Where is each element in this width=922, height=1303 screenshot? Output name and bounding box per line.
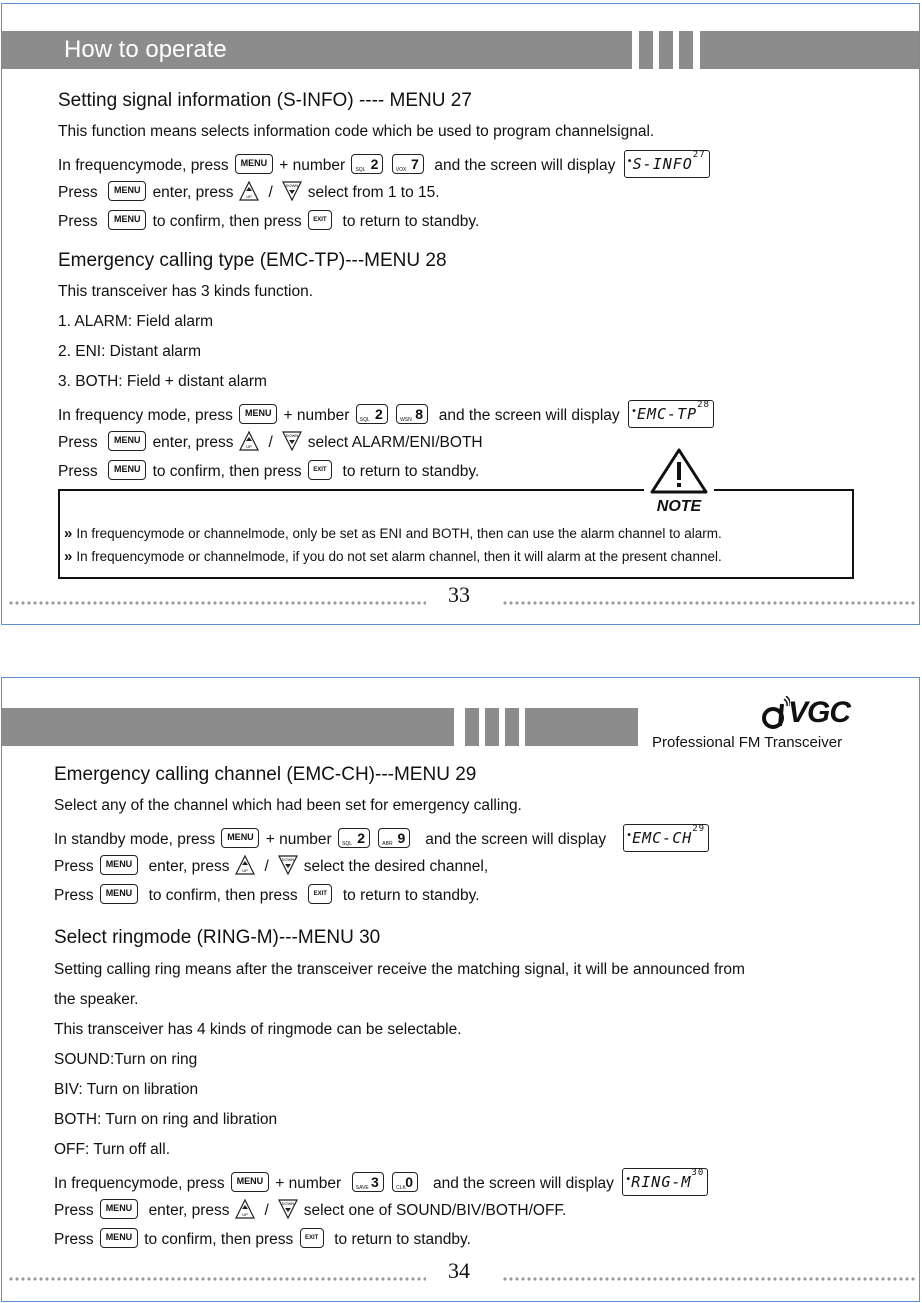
footer-dots-left [8, 1276, 426, 1282]
key-digit: 8 [415, 406, 424, 422]
step-text: Press [54, 1231, 94, 1249]
step-text: enter, press [152, 434, 234, 452]
exit-key-icon: EXIT [300, 1228, 324, 1248]
s-info-step-3 [58, 212, 479, 232]
header-stripe [505, 708, 519, 746]
svg-text:UP: UP [246, 194, 252, 199]
emc-tp-option-3: 3. BOTH: Field + distant alarm [58, 373, 267, 390]
ring-m-description-1: Setting calling ring means after the transceiver receive the matching signal, it will be announced from [54, 961, 745, 978]
svg-text:UP: UP [246, 444, 252, 449]
key-9-icon [378, 828, 410, 848]
header-title: How to operate [64, 36, 227, 63]
s-info-step-1 [58, 152, 710, 180]
emc-ch-step-1 [54, 826, 709, 854]
emc-tp-description: This transceiver has 3 kinds function. [58, 283, 314, 300]
note-line-2 [64, 548, 722, 565]
step-text: to return to standby. [342, 887, 480, 905]
section-title-ring-m: Select ringmode (RING-M)---MENU 30 [54, 927, 381, 948]
lcd-indicator-icon: • [630, 406, 638, 417]
ring-m-step-1 [54, 1170, 708, 1198]
key-7-icon [392, 154, 424, 174]
exit-key-icon: EXIT [308, 210, 332, 230]
ring-m-step-2 [54, 1200, 566, 1222]
lcd-display-s-info [624, 150, 710, 178]
up-key-icon [234, 854, 256, 876]
key-digit: 3 [370, 1174, 379, 1190]
down-key-icon [277, 854, 299, 876]
manual-page-33 [1, 3, 920, 625]
menu-key-icon: MENU [239, 404, 277, 424]
step-text: enter, press [148, 858, 230, 876]
key-sub-label: CLK [396, 1185, 406, 1191]
emc-tp-option-2: 2. ENI: Distant alarm [58, 343, 201, 360]
step-text: and the screen will display [425, 831, 607, 849]
ring-m-option-2: BIV: Turn on libration [54, 1081, 199, 1098]
svg-text:DOWN: DOWN [282, 1201, 295, 1206]
double-chevron-right-icon: » [64, 525, 73, 542]
step-text: and the screen will display [438, 407, 620, 425]
header-bar-right [525, 708, 638, 746]
step-text: to confirm, then press [152, 463, 302, 481]
step-text: select the desired channel, [303, 858, 489, 876]
step-text: to confirm, then press [148, 887, 298, 905]
key-sub-label: WSN [400, 417, 412, 423]
lcd-menu-number: 28 [697, 400, 710, 410]
footer-dots-left [8, 600, 426, 606]
exit-key-icon: EXIT [308, 460, 332, 480]
header-bar [2, 708, 454, 746]
menu-key-icon: MENU [100, 884, 138, 904]
ring-m-option-3: BOTH: Turn on ring and libration [54, 1111, 278, 1128]
step-text: Press [58, 184, 98, 202]
lcd-text: EMC-TP [636, 405, 698, 423]
double-chevron-right-icon: » [64, 548, 73, 565]
step-text: Press [54, 1202, 94, 1220]
lcd-text: EMC-CH [632, 829, 693, 847]
header-stripe [659, 31, 673, 69]
brand-tagline: Professional FM Transceiver [652, 734, 843, 751]
note-text: In frequencymode or channelmode, if you do not set alarm channel, then it will alarm at the present channel. [76, 549, 722, 564]
lcd-text: RING-M [631, 1173, 692, 1191]
footer-dots-right [502, 600, 916, 606]
emc-ch-step-2 [54, 856, 488, 878]
key-digit: 2 [370, 156, 379, 172]
ring-m-description-2: the speaker. [54, 991, 139, 1008]
step-text: to return to standby. [334, 1231, 471, 1249]
step-text: Press [54, 887, 94, 905]
key-sub-label: ABR [382, 841, 393, 847]
step-text: + number [279, 157, 346, 175]
logo-text: VGC [788, 696, 851, 729]
page-number: 34 [448, 1258, 470, 1283]
key-sub-label: SQL [359, 417, 370, 423]
step-text: Press [58, 463, 98, 481]
down-key-icon [277, 1198, 299, 1220]
step-text: select one of SOUND/BIV/BOTH/OFF. [303, 1202, 567, 1220]
footer-dots-right [502, 1276, 916, 1282]
note-line-1 [64, 525, 722, 542]
down-key-icon [281, 180, 303, 202]
step-text: In standby mode, press [54, 831, 216, 849]
key-digit: 9 [397, 830, 406, 846]
manual-page-34 [1, 677, 920, 1302]
header-stripe [465, 708, 479, 746]
key-sub-label: SQL [341, 841, 352, 847]
lcd-text: S-INFO [632, 155, 693, 173]
key-sub-label: VOX [395, 167, 407, 173]
menu-key-icon: MENU [108, 431, 146, 451]
lcd-menu-number: 29 [692, 824, 706, 834]
separator: / [268, 184, 273, 202]
step-text: + number [275, 1175, 342, 1193]
up-key-icon [238, 430, 260, 452]
menu-key-icon: MENU [235, 154, 273, 174]
logo-mark-icon [760, 696, 790, 730]
step-text: In frequencymode, press [58, 157, 229, 175]
lcd-menu-number: 30 [691, 1168, 705, 1178]
ring-m-option-1: SOUND:Turn on ring [54, 1051, 198, 1068]
note-text: In frequencymode or channelmode, only be set as ENI and BOTH, then can use the alarm channel to alarm. [76, 526, 722, 541]
page-number: 33 [448, 582, 470, 607]
up-key-icon [238, 180, 260, 202]
emc-tp-step-1 [58, 402, 714, 430]
ring-m-step-3 [54, 1230, 471, 1250]
key-digit: 0 [405, 1174, 414, 1190]
s-info-step-2 [58, 182, 440, 204]
key-2-icon [338, 828, 370, 848]
key-2-icon [356, 404, 388, 424]
step-text: and the screen will display [433, 1175, 614, 1193]
step-text: + number [265, 831, 332, 849]
s-info-description: This function means selects information code which be used to program channelsignal. [58, 123, 655, 140]
menu-key-icon: MENU [100, 1228, 138, 1248]
header-stripe [485, 708, 499, 746]
lcd-indicator-icon: • [626, 830, 634, 841]
step-text: to return to standby. [342, 463, 480, 481]
key-digit: 2 [374, 406, 383, 422]
lcd-indicator-icon: • [626, 156, 634, 167]
note-header [644, 446, 714, 520]
emc-ch-step-3 [54, 886, 480, 906]
step-text: enter, press [148, 1202, 230, 1220]
emc-tp-option-1: 1. ALARM: Field alarm [58, 313, 214, 330]
lcd-display-emc-tp [628, 400, 714, 428]
separator: / [268, 434, 273, 452]
emc-ch-description: Select any of the channel which had been set for emergency calling. [54, 797, 522, 814]
up-key-icon [234, 1198, 256, 1220]
step-text: to return to standby. [342, 213, 480, 231]
menu-key-icon: MENU [231, 1172, 269, 1192]
warning-triangle-icon [644, 446, 714, 496]
svg-text:DOWN: DOWN [282, 857, 295, 862]
step-text: Press [58, 213, 98, 231]
header-stripe [639, 31, 653, 69]
separator: / [264, 858, 269, 876]
menu-key-icon: MENU [100, 855, 138, 875]
lcd-display-emc-ch [623, 824, 709, 852]
key-sub-label: SQL [355, 167, 366, 173]
step-text: Press [54, 858, 94, 876]
section-title-s-info: Setting signal information (S-INFO) ---- MENU 27 [58, 90, 472, 111]
note-label: NOTE [656, 498, 702, 515]
exit-key-icon: EXIT [308, 884, 332, 904]
lcd-display-ring-m [622, 1168, 708, 1196]
lcd-indicator-icon: • [625, 1174, 633, 1185]
key-3-icon [352, 1172, 384, 1192]
step-text: In frequency mode, press [58, 407, 233, 425]
header-stripe [679, 31, 693, 69]
step-text: + number [283, 407, 350, 425]
key-2-icon [351, 154, 383, 174]
key-digit: 2 [357, 830, 365, 846]
step-text: to confirm, then press [144, 1231, 294, 1249]
down-key-icon [281, 430, 303, 452]
ring-m-option-4: OFF: Turn off all. [54, 1141, 171, 1158]
ring-m-description-3: This transceiver has 4 kinds of ringmode can be selectable. [54, 1021, 462, 1038]
emc-tp-step-3 [58, 462, 479, 482]
step-text: In frequencymode, press [54, 1175, 225, 1193]
emc-tp-step-2 [58, 432, 483, 454]
svg-text:DOWN: DOWN [286, 183, 299, 188]
svg-text:DOWN: DOWN [286, 433, 299, 438]
key-digit: 7 [410, 156, 419, 172]
key-8-icon [396, 404, 428, 424]
menu-key-icon: MENU [221, 828, 259, 848]
step-text: Press [58, 434, 98, 452]
key-sub-label: SAVE [355, 1185, 369, 1191]
step-text: and the screen will display [434, 157, 616, 175]
section-title-emc-tp: Emergency calling type (EMC-TP)---MENU 28 [58, 250, 447, 271]
key-0-icon [392, 1172, 418, 1192]
svg-text:UP: UP [242, 868, 248, 873]
svg-text:UP: UP [242, 1212, 248, 1217]
step-text: to confirm, then press [152, 213, 302, 231]
menu-key-icon: MENU [108, 460, 146, 480]
menu-key-icon: MENU [108, 210, 146, 230]
step-text: enter, press [152, 184, 234, 202]
header-bar-right [700, 31, 919, 69]
section-title-emc-ch: Emergency calling channel (EMC-CH)---MENU 29 [54, 764, 477, 785]
step-text: select ALARM/ENI/BOTH [307, 434, 483, 452]
step-text: select from 1 to 15. [307, 184, 440, 202]
lcd-menu-number: 27 [692, 150, 706, 160]
menu-key-icon: MENU [108, 181, 146, 201]
menu-key-icon: MENU [100, 1199, 138, 1219]
separator: / [264, 1202, 269, 1220]
